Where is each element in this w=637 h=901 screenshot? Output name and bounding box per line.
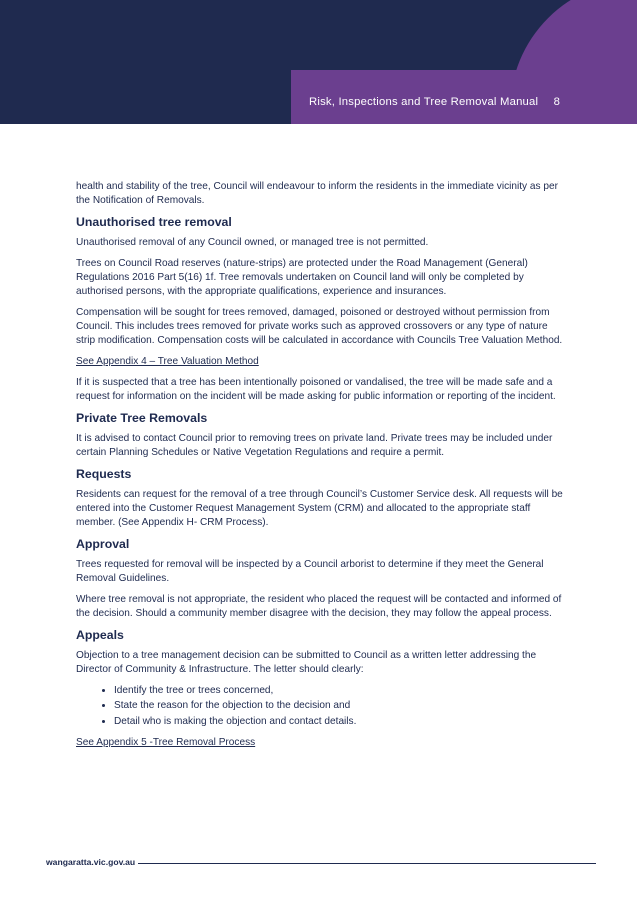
- appendix-4-link-paragraph: [76, 355, 564, 369]
- requests-paragraph-1: Residents can request for the removal of a tree through Council’s Customer Service desk. All requests will be entered into the Customer Request Management System (CRM) and allocated to the appropriate staff member. (See Appendix H- CRM Process).: [76, 489, 563, 529]
- private-paragraph-1: It is advised to contact Council prior to removing trees on private land. Private trees may be included under certain Planning Schedules or Native Vegetation Regulations and require a permit.: [76, 433, 553, 459]
- footer-url: wangaratta.vic.gov.au: [46, 857, 136, 867]
- unauthorised-paragraph-1: Unauthorised removal of any Council owned, or managed tree is not permitted.: [76, 237, 429, 248]
- document-body: [76, 180, 564, 757]
- approval-paragraph-1: Trees requested for removal will be inspected by a Council arborist to determine if they meet the General Removal Guidelines.: [76, 559, 544, 585]
- footer-divider: [138, 863, 596, 864]
- appendix-4-link[interactable]: See Appendix 4 – Tree Valuation Method: [76, 356, 259, 368]
- document-title: Risk, Inspections and Tree Removal Manual: [309, 96, 539, 108]
- page-number: 8: [553, 96, 561, 108]
- list-item: • Detail who is making the objection and contact details.: [114, 715, 564, 729]
- heading-approval: Approval: [76, 537, 130, 552]
- list-item: • State the reason for the objection to the decision and: [114, 699, 564, 713]
- appeals-paragraph-1: Objection to a tree management decision can be submitted to Council as a written letter addressing the Director of Community & Infrastructure. The letter should clearly:: [76, 650, 537, 676]
- heading-requests: Requests: [76, 467, 132, 481]
- intro-paragraph: health and stability of the tree, Council will endeavour to inform the residents in the immediate vicinity as per the Notification of Removals.: [76, 181, 558, 207]
- appendix-5-link-paragraph: [76, 736, 564, 750]
- page-header: [0, 0, 637, 124]
- unauthorised-paragraph-4: If it is suspected that a tree has been intentionally poisoned or vandalised, the tree will be made safe and a request for information on the incident will be made asking for public information or reporting of the incident.: [76, 377, 556, 403]
- header-title: [309, 96, 629, 108]
- page-footer: [46, 852, 596, 872]
- heading-private: Private Tree Removals: [76, 411, 208, 425]
- approval-paragraph-2: Where tree removal is not appropriate, the resident who placed the request will be contacted and informed of the decision. Should a community member disagree with the decision, they may follow the appeal process.: [76, 594, 562, 620]
- heading-appeals: Appeals: [76, 628, 124, 643]
- unauthorised-paragraph-3: Compensation will be sought for trees removed, damaged, poisoned or destroyed without permission from Council. This includes trees removed for private works such as approved crossovers or any type of nature strip modification. Compensation costs will be calculated in accordance with Councils Tree Valuation Method.: [76, 307, 563, 347]
- appeals-bullet-list: [76, 684, 564, 729]
- heading-unauthorised: Unauthorised tree removal: [76, 215, 232, 229]
- unauthorised-paragraph-2: Trees on Council Road reserves (nature-strips) are protected under the Road Management (General) Regulations 2016 Part 5(16) 1f. Tree removals undertaken on Council land will only be completed by authorised persons, with the appropriate qualifications, experience and insurances.: [76, 257, 528, 298]
- appendix-5-link[interactable]: See Appendix 5 -Tree Removal Process: [76, 736, 256, 748]
- list-item: • Identify the tree or trees concerned,: [114, 684, 564, 698]
